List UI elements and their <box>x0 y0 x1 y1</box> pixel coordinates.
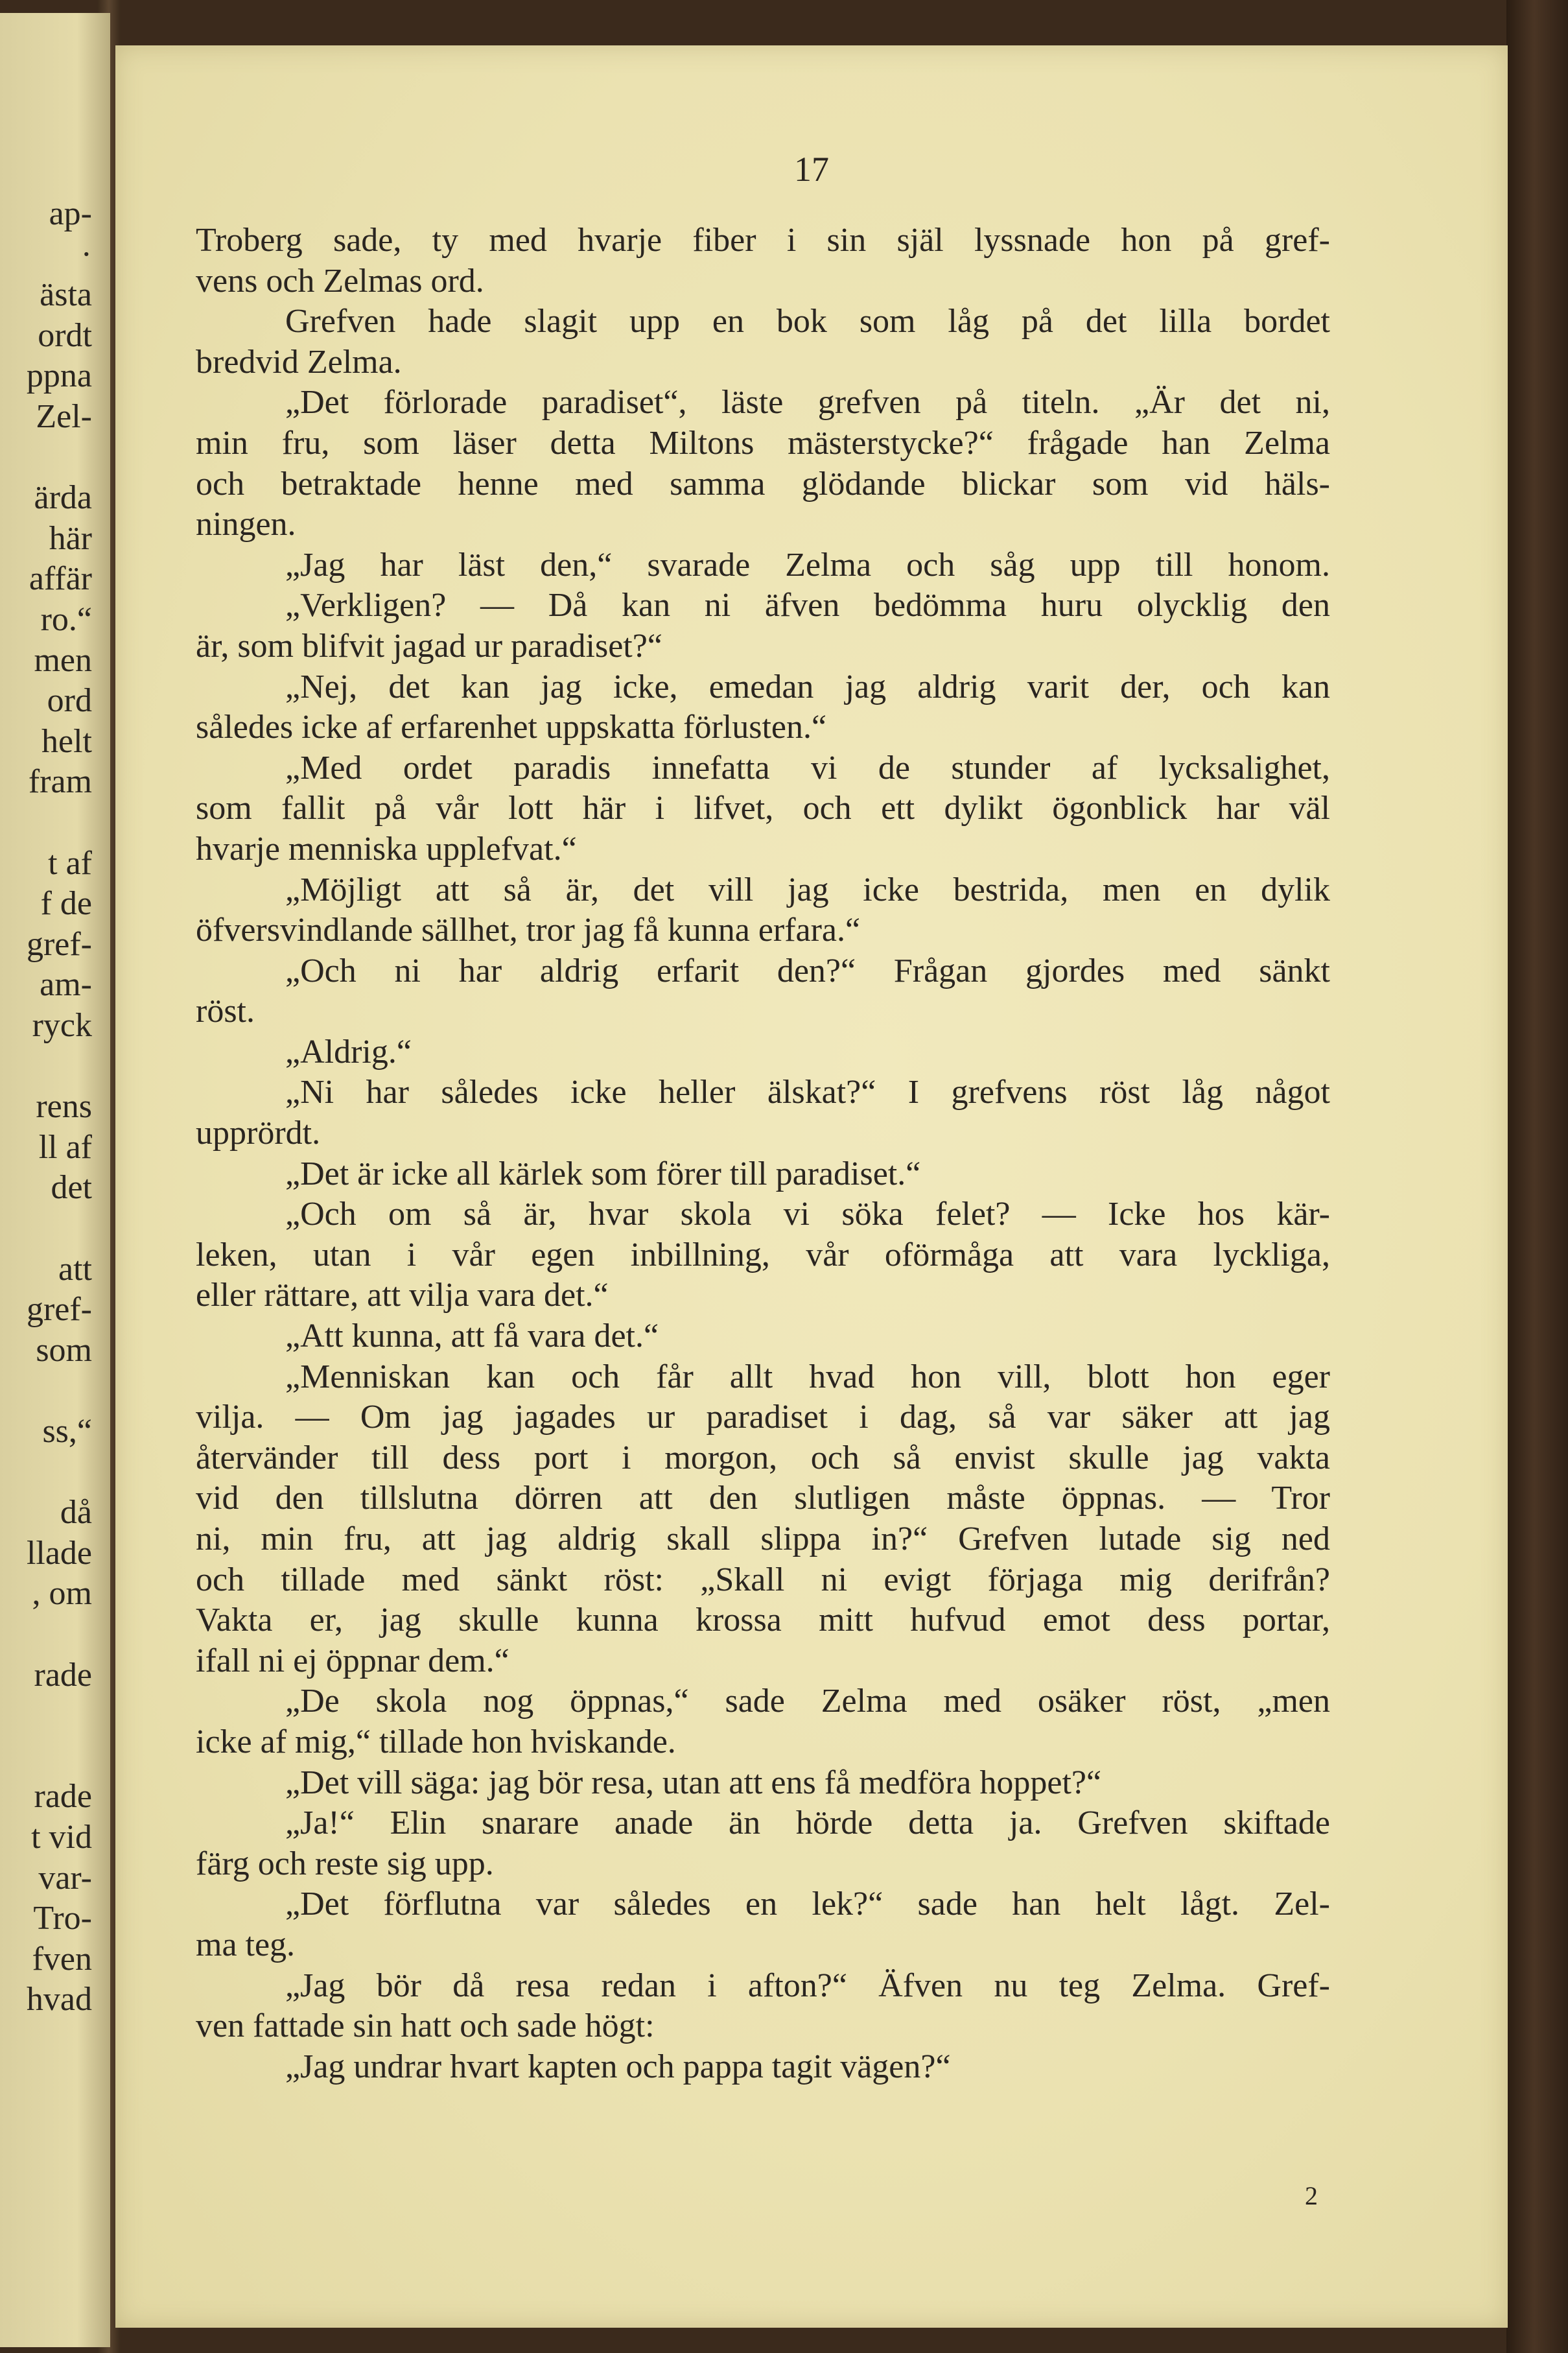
prev-page-fragment: am- <box>40 966 92 1004</box>
text-line: ni, min fru, att jag aldrig skall slippa in?“ Grefven lutade sig ned <box>196 1520 1330 1557</box>
text-line: „Det är icke all kärlek som förer till paradiset.“ <box>285 1155 921 1192</box>
prev-page-fragment: ordt <box>38 316 92 354</box>
prev-page-fragment: gref- <box>26 1291 92 1329</box>
prev-page-fragment: rade <box>34 1778 92 1815</box>
prev-page-fragment: Zel- <box>36 398 92 435</box>
prev-page-fragment: Tro- <box>33 1900 92 1937</box>
prev-page-fragment: rade <box>34 1656 92 1694</box>
text-line: ma teg. <box>196 1926 296 1963</box>
prev-page-fragment: ro.“ <box>40 601 92 638</box>
text-line: Grefven hade slagit upp en bok som låg på det lilla bordet <box>285 303 1330 340</box>
text-line: färg och reste sig upp. <box>196 1845 494 1882</box>
text-line: ningen. <box>196 506 296 543</box>
signature-mark: 2 <box>1305 2181 1318 2210</box>
text-line: vilja. — Om jag jagades ur paradiset i dag, så var säker att jag <box>196 1399 1330 1436</box>
text-line: „Det förflutna var således en lek?“ sade han helt lågt. Zel- <box>285 1886 1330 1923</box>
text-line: eller rättare, att vilja vara det.“ <box>196 1277 609 1314</box>
prev-page-fragment: ppna <box>26 357 92 395</box>
prev-page-fragment: ord <box>47 682 92 720</box>
text-line: är, som blifvit jagad ur paradiset?“ <box>196 627 662 665</box>
text-line: „De skola nog öppnas,“ sade Zelma med osäker röst, „men <box>285 1683 1330 1720</box>
prev-page-fragment: gref- <box>26 925 92 963</box>
prev-page-fragment: det <box>51 1169 92 1207</box>
prev-page-fragment: rens <box>36 1088 92 1126</box>
text-line: „Det vill säga: jag bör resa, utan att ens få medföra hoppet?“ <box>285 1764 1102 1801</box>
prev-page-fragment: ap- <box>49 195 92 232</box>
text-line: icke af mig,“ tillade hon hviskande. <box>196 1723 676 1760</box>
text-line: vens och Zelmas ord. <box>196 262 484 300</box>
text-line: upprördt. <box>196 1115 321 1152</box>
text-line: „Det förlorade paradiset“, läste grefven på titeln. „Är det ni, <box>285 384 1330 421</box>
prev-page-fragment: llade <box>26 1534 92 1572</box>
prev-page-fragment: ärda <box>34 479 92 517</box>
text-line: „Möjligt att så är, det vill jag icke bestrida, men en dylik <box>285 871 1330 908</box>
prev-page-fragment: ryck <box>32 1007 92 1044</box>
text-line: leken, utan i vår egen inbillning, vår oförmåga att vara lyckliga, <box>196 1236 1330 1273</box>
prev-page-fragment: fven <box>32 1940 92 1978</box>
text-line: röst. <box>196 993 255 1030</box>
prev-page-fragment: f de <box>40 885 92 923</box>
text-line: återvänder till dess port i morgon, och så envist skulle jag vakta <box>196 1439 1330 1476</box>
text-line: „Att kunna, att få vara det.“ <box>285 1318 659 1355</box>
text-line: „Jag undrar hvart kapten och pappa tagit vägen?“ <box>285 2048 951 2085</box>
prev-page-fragment: hvad <box>26 1981 92 2018</box>
book-page <box>115 45 1508 2328</box>
text-line: Vakta er, jag skulle kunna krossa mitt hufvud emot dess portar, <box>196 1602 1330 1639</box>
text-line: öfversvindlande sällhet, tror jag få kunna erfara.“ <box>196 912 861 949</box>
text-line: bredvid Zelma. <box>196 343 402 381</box>
prev-page-fragment: affär <box>29 560 92 598</box>
prev-page-fragment: ästa <box>40 276 92 314</box>
prev-page-fragment: här <box>49 519 92 557</box>
prev-page-fragment: helt <box>41 722 92 760</box>
text-line: min fru, som läser detta Miltons mästerstycke?“ frågade han Zelma <box>196 424 1330 462</box>
text-line: som fallit på vår lott här i lifvet, och ett dylikt ögonblick har väl <box>196 790 1330 827</box>
text-line: „Ja!“ Elin snarare anade än hörde detta ja. Grefven skiftade <box>285 1804 1330 1842</box>
text-line: således icke af erfarenhet uppskatta förlusten.“ <box>196 709 827 746</box>
text-line: „Jag bör då resa redan i afton?“ Äfven nu teg Zelma. Gref- <box>285 1967 1330 2004</box>
text-line: och tillade med sänkt röst: „Skall ni evigt förjaga mig derifrån? <box>196 1561 1330 1598</box>
text-line: „Nej, det kan jag icke, emedan jag aldrig varit der, och kan <box>285 668 1330 705</box>
prev-page-fragment: t af <box>48 844 92 882</box>
prev-page-fragment: var- <box>38 1859 92 1897</box>
text-line: ifall ni ej öppnar dem.“ <box>196 1642 509 1679</box>
prev-page-fragment: att <box>58 1250 92 1288</box>
book-binding <box>1506 0 1568 2353</box>
text-line: „Aldrig.“ <box>285 1033 412 1070</box>
previous-page-strip <box>0 13 110 2347</box>
prev-page-fragment: , om <box>32 1575 92 1613</box>
prev-page-fragment: ss,“ <box>42 1413 92 1450</box>
prev-page-fragment: men <box>34 641 92 679</box>
prev-page-fragment: fram <box>28 763 92 801</box>
text-line: „Och om så är, hvar skola vi söka felet? — Icke hos kär- <box>285 1196 1330 1233</box>
text-line: „Ni har således icke heller älskat?“ I grefvens röst låg något <box>285 1074 1330 1111</box>
text-line: „Och ni har aldrig erfarit den?“ Frågan gjordes med sänkt <box>285 952 1330 989</box>
text-line: „Verkligen? — Då kan ni äfven bedömma huru olycklig den <box>285 587 1330 624</box>
body-text <box>196 220 1330 2087</box>
text-line: hvarje menniska upplefvat.“ <box>196 830 577 868</box>
text-line: „Menniskan kan och får allt hvad hon vill, blott hon eger <box>285 1358 1330 1395</box>
text-line: Troberg sade, ty med hvarje fiber i sin själ lyssnade hon på gref- <box>196 222 1330 259</box>
prev-page-fragment: ll af <box>38 1128 92 1166</box>
text-line: och betraktade henne med samma glödande blickar som vid häls- <box>196 465 1330 503</box>
text-line: ven fattade sin hatt och sade högt: <box>196 2007 655 2045</box>
prev-page-fragment: då <box>60 1494 92 1531</box>
page-number: 17 <box>794 150 829 189</box>
prev-page-fragment: t vid <box>31 1819 92 1856</box>
prev-page-fragment: · <box>80 235 92 273</box>
text-line: „Med ordet paradis innefatta vi de stunder af lycksalighet, <box>285 749 1330 786</box>
text-line: vid den tillslutna dörren att den slutligen måste öppnas. — Tror <box>196 1480 1330 1517</box>
text-line: „Jag har läst den,“ svarade Zelma och såg upp till honom. <box>285 546 1330 584</box>
prev-page-fragment: som <box>36 1331 92 1369</box>
